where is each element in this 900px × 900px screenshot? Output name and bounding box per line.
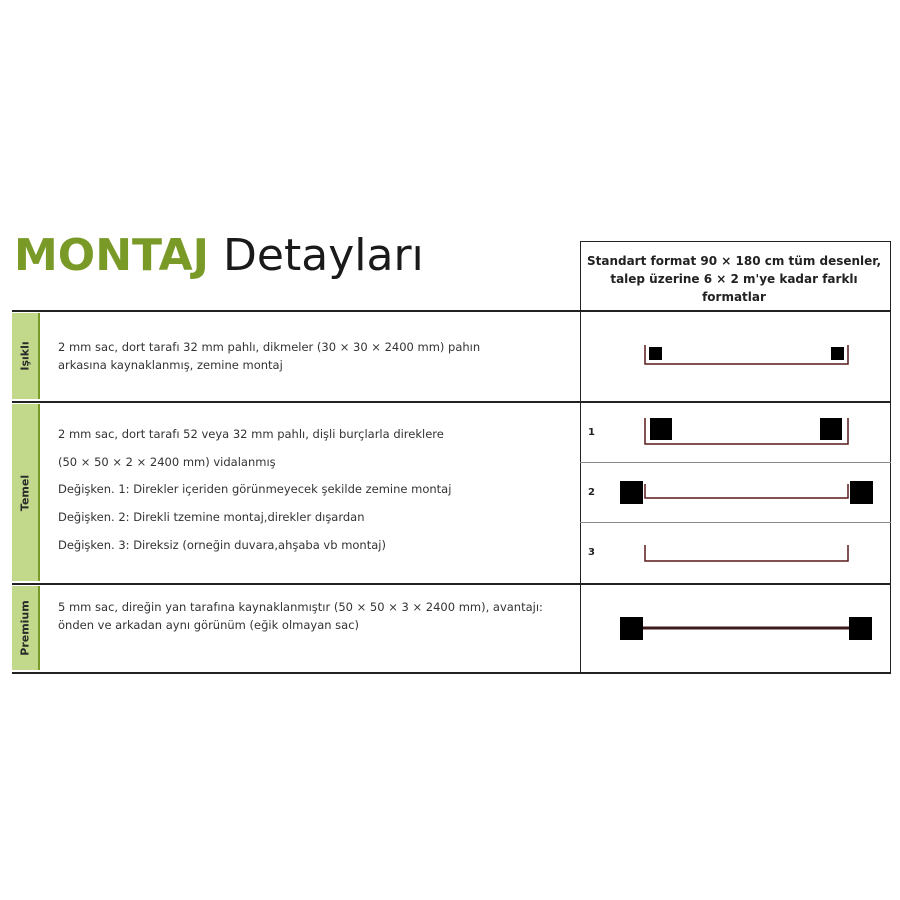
variant-number-1: 1 — [588, 427, 595, 438]
format-header-line3: formatlar — [702, 290, 766, 304]
variant1-post-right — [820, 418, 842, 440]
temel-text-line1: 2 mm sac, dort tarafı 52 veya 32 mm pahlı, dişli burçlarla direklere — [58, 427, 444, 441]
temel-variant2-text: Değişken. 2: Direkli tzemine montaj,direkler dışardan — [58, 510, 365, 524]
temel-variant3-text: Değişken. 3: Direksiz (orneğin duvara,ahşaba vb montaj) — [58, 538, 386, 552]
temel-variant1-diagram — [645, 418, 848, 444]
premium-post-right — [849, 617, 872, 640]
isikli-profile-diagram — [645, 345, 848, 364]
temel-variant2-diagram — [620, 481, 873, 504]
isikli-post-left — [649, 347, 662, 360]
format-header-line2: talep üzerine 6 × 2 m'ye kadar farklı — [610, 272, 858, 286]
variant2-profile-line — [645, 484, 848, 498]
variant-number-3: 3 — [588, 547, 595, 558]
tab-label: Premium — [18, 600, 32, 656]
variant2-post-right — [850, 481, 873, 504]
tab-label: Temel — [18, 474, 32, 511]
variant-number-2: 2 — [588, 487, 595, 498]
tab-label: Işıklı — [18, 341, 32, 371]
variant1-post-left — [650, 418, 672, 440]
premium-post-left — [620, 617, 643, 640]
title-montaj: MONTAJ — [14, 230, 210, 281]
isikli-text-line1: 2 mm sac, dort tarafı 32 mm pahlı, dikmeler (30 × 30 × 2400 mm) pahın — [58, 340, 481, 354]
format-header-line1: Standart format 90 × 180 cm tüm desenler, — [586, 254, 882, 268]
variant1-profile-line — [645, 418, 848, 444]
title-detaylari: Detayları — [223, 230, 424, 281]
isikli-profile-line — [645, 345, 848, 364]
temel-variant1-text: Değişken. 1: Direkler içeriden görünmeyecek şekilde zemine montaj — [58, 482, 452, 496]
premium-text-line1: 5 mm sac, direğin yan tarafına kaynaklanmıştır (50 × 50 × 3 × 2400 mm), avantajı: — [58, 600, 543, 614]
temel-text-line2: (50 × 50 × 2 × 2400 mm) vidalanmış — [58, 455, 276, 469]
isikli-post-right — [831, 347, 844, 360]
isikli-text-line2: arkasına kaynaklanmış, zemine montaj — [58, 358, 283, 372]
variant3-profile-line — [645, 545, 848, 561]
premium-profile-diagram — [620, 617, 872, 640]
variant2-post-left — [620, 481, 643, 504]
premium-text-line2: önden ve arkadan aynı görünüm (eğik olmayan sac) — [58, 618, 360, 632]
temel-variant3-diagram — [645, 545, 848, 561]
